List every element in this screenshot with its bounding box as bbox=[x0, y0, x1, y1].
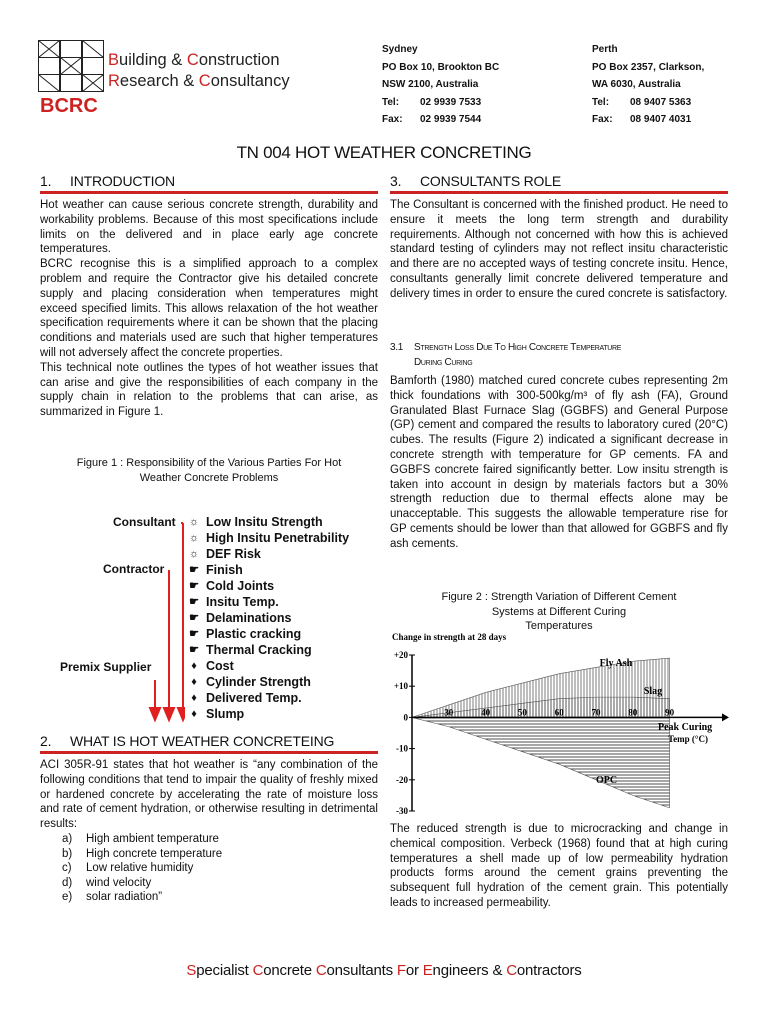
party-contractor: Contractor bbox=[103, 562, 165, 576]
hand-pointer-icon: ☛ bbox=[189, 564, 199, 576]
x-tick-label: 30 bbox=[444, 707, 454, 718]
sydney-address: Sydney PO Box 10, Brookton BC NSW 2100, Australia Tel: 02 9939 7533 Fax: 02 9939 7544 bbox=[382, 44, 500, 125]
x-tick-label: 40 bbox=[481, 707, 491, 718]
sun-icon: ☼ bbox=[188, 516, 200, 528]
section-3-heading: 3. CONSULTANTS ROLE bbox=[390, 173, 561, 189]
hand-pointer-icon: ☛ bbox=[189, 644, 199, 656]
y-tick-label: -20 bbox=[396, 774, 408, 785]
perth-address: Perth PO Box 2357, Clarkson, WA 6030, Australia Tel: 08 9407 5363 Fax: 08 9407 4031 bbox=[592, 44, 705, 125]
company-name: Building & Construction Research & Consultancy bbox=[108, 51, 290, 90]
x-tick-label: 80 bbox=[628, 707, 638, 718]
consultant-item: ☼ Low Insitu Strength bbox=[186, 514, 349, 530]
y-tick-label: -10 bbox=[396, 743, 408, 754]
conditions-list bbox=[62, 832, 378, 905]
supplier-item: ♦ Cost bbox=[186, 658, 349, 674]
strength-chart bbox=[388, 630, 730, 816]
x-tick-label: 70 bbox=[591, 707, 601, 718]
drop-icon: ♦ bbox=[191, 692, 197, 704]
contractor-item: ☛ Finish bbox=[186, 562, 349, 578]
hand-pointer-icon: ☛ bbox=[189, 580, 199, 592]
hand-pointer-icon: ☛ bbox=[189, 612, 199, 624]
consultant-paragraph: The Consultant is concerned with the finished product. He need to ensure it meets the long term strength and durability requirements. Although not concerned with how this is achieved standard testing of cylinders may not reflect insitu characteristic and there are no accepted ways of testing concrete insitu. Hence, consultants generally limit concrete delivered temperature and delivery times in order to ensure the cured concrete is satisfactory. bbox=[390, 199, 728, 300]
section-1-body bbox=[40, 198, 378, 420]
page-title: TN 004 HOT WEATHER CONCRETING bbox=[236, 143, 532, 162]
logo-mark bbox=[38, 40, 104, 92]
section-1-rule bbox=[40, 191, 378, 194]
list-item: e) solar radiation” bbox=[62, 891, 163, 904]
consultant-item: ☼ High Insitu Penetrability bbox=[186, 530, 349, 546]
chart-title: Change in strength at 28 days bbox=[392, 632, 507, 642]
section-2-body bbox=[40, 758, 378, 905]
list-item: d) wind velocity bbox=[62, 876, 152, 889]
series-label-opc: OPC bbox=[596, 774, 618, 786]
list-item: b) High concrete temperature bbox=[62, 847, 223, 860]
party-consultant: Consultant bbox=[113, 515, 176, 529]
section-2-rule bbox=[40, 751, 378, 754]
contractor-item: ☛ Thermal Cracking bbox=[186, 642, 349, 658]
bamforth-paragraph: Bamforth (1980) matched cured concrete cubes representing 2m thick foundations with 300-500kg/m³ of fly ash (FA), Ground Granulated Blast Furnace Slag (GGBFS) and General Purpose (GP) cement and compared the results to laboratory cured (20°C) cubes. The results (Figure 2) indicated a significant decrease in concrete strength with temperature for GP cements. FA and GGBFS concrete faired significantly better. Low insitu strength is taken into account in design by materials factors but a 30% strength reduction due to thermal effects alone may be unacceptable. This suggests the allowable temperature rise for GP cements should be lower than that allowed for GGBFS and fly ash cements. bbox=[390, 375, 728, 550]
logo-abbrev: BCRC bbox=[40, 95, 98, 117]
y-tick-label: +20 bbox=[393, 650, 408, 660]
sun-icon: ☼ bbox=[188, 548, 200, 560]
drop-icon: ♦ bbox=[191, 676, 197, 688]
sun-icon: ☼ bbox=[188, 532, 200, 544]
series-label-slag: Slag bbox=[643, 686, 663, 697]
contractor-item: ☛ Delaminations bbox=[186, 610, 349, 626]
section-3-body bbox=[390, 198, 728, 302]
x-tick-label: 60 bbox=[554, 707, 564, 718]
contractor-item: ☛ Insitu Temp. bbox=[186, 594, 349, 610]
intro-paragraph-1: Hot weather can cause serious concrete strength, durability and workability problems. Because of this most specifications include limits on the delivered and in place early age concrete temperatures. bbox=[40, 199, 378, 256]
section-3-rule bbox=[390, 191, 728, 194]
supplier-item: ♦ Delivered Temp. bbox=[186, 690, 349, 706]
section-3-body-continued bbox=[390, 822, 728, 911]
figure-1-caption: Figure 1 : Responsibility of the Various Parties For Hot Weather Concrete Problems bbox=[76, 457, 342, 484]
section-1-heading: 1. INTRODUCTION bbox=[40, 173, 175, 189]
supplier-item: ♦ Cylinder Strength bbox=[186, 674, 349, 690]
drop-icon: ♦ bbox=[191, 660, 197, 672]
intro-paragraph-2: BCRC recognise this is a simplified approach to a complex problem and require the Contractor give his detailed concrete supply and placing consideration when temperatures might exceed specified limits. This allows relaxation of the hot weather specification requirements where it can be shown that the placing conditions and materials used are such that higher temperatures will not adversely affect the concrete properties. bbox=[40, 258, 378, 359]
x-tick-label: 50 bbox=[517, 707, 527, 718]
y-tick-label: 0 bbox=[403, 712, 408, 723]
y-tick-label: +10 bbox=[393, 681, 408, 692]
contractor-item: ☛ Plastic cracking bbox=[186, 626, 349, 642]
x-axis-label-line2: Temp (°C) bbox=[668, 734, 709, 744]
x-axis-label-line1: Peak Curing bbox=[658, 722, 713, 733]
supplier-item: ♦ Slump bbox=[186, 706, 349, 722]
microcracking-paragraph: The reduced strength is due to microcracking and change in chemical composition. Verbeck (1968) found that at high curing temperatures a shell made up of low permeability hydration products forms around the cement grains preventing the subsequent full hydration of the cement grain. This potentially leads to increased permeability. bbox=[390, 823, 728, 909]
x-tick-label: 90 bbox=[665, 707, 675, 718]
contractor-item: ☛ Cold Joints bbox=[186, 578, 349, 594]
aci-quote: ACI 305R-91 states that hot weather is “any combination of the following conditions that tend to impair the quality of freshly mixed or hardened concrete by accelerating the rate of moisture loss and rate of cement hydration, or otherwise resulting in detrimental results: bbox=[40, 759, 378, 831]
figure-2-caption: Figure 2 : Strength Variation of Different Cement Systems at Different Curing Temperatures bbox=[441, 591, 677, 632]
hand-pointer-icon: ☛ bbox=[189, 596, 199, 608]
hand-pointer-icon: ☛ bbox=[189, 628, 199, 640]
section-2-heading: 2. WHAT IS HOT WEATHER CONCRETEING bbox=[40, 733, 335, 749]
x-axis-arrow-icon bbox=[722, 713, 729, 721]
figure-1-problem-list bbox=[186, 514, 349, 722]
responsibility-arrows bbox=[145, 510, 185, 725]
series-label-fly-ash: Fly Ash bbox=[599, 657, 633, 669]
consultant-item: ☼ DEF Risk bbox=[186, 546, 349, 562]
footer-tagline: Specialist Concrete Consultants For Engineers & Contractors bbox=[186, 962, 582, 979]
area-opc bbox=[412, 717, 670, 807]
drop-icon: ♦ bbox=[191, 708, 197, 720]
list-item: c) Low relative humidity bbox=[62, 862, 194, 875]
subsection-3-1-body bbox=[390, 374, 728, 552]
party-premix-supplier: Premix Supplier bbox=[60, 660, 152, 674]
list-item: a) High ambient temperature bbox=[62, 832, 219, 845]
subsection-3-1-heading: 3.1 Strength Loss Due To High Concrete Temperature During Curing bbox=[390, 342, 622, 368]
y-tick-label: -30 bbox=[396, 806, 408, 816]
intro-paragraph-3: This technical note outlines the types of hot weather issues that can arise and give the responsibilities of each company in the supply chain in relation to the problems that can arise, as summarized in Figure 1. bbox=[40, 361, 378, 419]
